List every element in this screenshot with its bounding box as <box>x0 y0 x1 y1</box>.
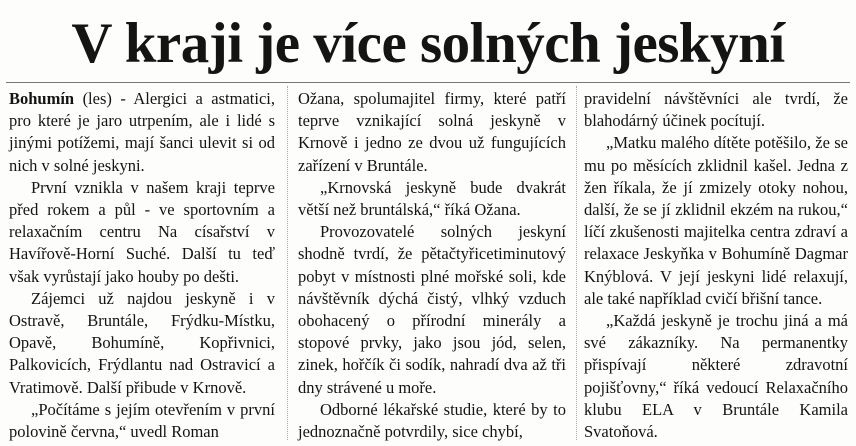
lead-text: (les) - Alergici a astmatici, pro které je jaro utrpením, ale i lidé s jinými potížemi, mají šanci ulevit si od nich v solné jeskyni. <box>9 89 275 175</box>
paragraph: „Krnovská jeskyně bude dvakrát větší než bruntálská,“ říká Ožana. <box>298 177 566 220</box>
article-column-2 <box>298 88 566 443</box>
paragraph: „Matku malého dítěte potěšilo, že se mu po měsících zklidnil kašel. Jedna z žen říkala, že jí zmizely otoky nohou, další, že se jí zklidnil ekzém na rukou,“ líčí zkušenosti majitelka centra zdraví a relaxace Jeskyňka v Bohumíně Dagmar Knýblová. V její jeskyni lidé relaxují, ale také například cvičí břišní tance. <box>584 133 848 308</box>
paragraph: Odborné lékařské studie, které by to jednoznačně potvrdily, sice chybí, <box>298 399 566 442</box>
headline: V kraji je více solných jeskyní <box>71 12 785 75</box>
paragraph: „Každá jeskyně je trochu jiná a má své zákazníky. Na permanentky přispívají některé zdravotní pojišťovny,“ říká vedoucí Relaxačního klubu ELA v Bruntále Kamila Svatoňová. <box>584 311 848 442</box>
column-separator <box>287 86 288 440</box>
paragraph: Provozovatelé solných jeskyní shodně tvrdí, že pětačtyřicetiminutový pobyt v místnosti plné mořské soli, kde návštěvník dýchá čistý, vlhký vzduch obohacený o přírodní minerály a stopové prvky, jako jsou jód, selen, zinek, hořčík či sodík, nahradí dva až tři dny strávené u moře. <box>298 222 566 397</box>
article-column-1 <box>9 88 275 443</box>
headline-rule <box>6 82 850 83</box>
article-column-3 <box>584 88 848 443</box>
column-separator <box>576 86 577 440</box>
paragraph: Ožana, spolumajitel firmy, které patří teprve vznikající solná jeskyně v Krnově i jedno ze dvou už fungujících zařízení v Bruntále. <box>298 89 566 175</box>
dateline: Bohumín <box>9 89 75 108</box>
paragraph: První vznikla v našem kraji teprve před rokem a půl - ve sportovním a relaxačním centru Na císařství v Havířově-Horní Suché. Další tu teď však vyrůstají jako houby po dešti. <box>9 177 275 286</box>
paragraph: Zájemci už najdou jeskyně i v Ostravě, Bruntále, Frýdku-Místku, Opavě, Bohumíně, Kopřivnici, Palkovicích, Frýdlantu nad Ostravicí a Vratimově. Další přibude v Krnově. <box>9 288 275 397</box>
paragraph: „Počítáme s jejím otevřením v první polovině června,“ uvedl Roman <box>9 399 275 442</box>
paragraph: pravidelní návštěvníci ale tvrdí, že blahodárný účinek pocítují. <box>584 89 848 131</box>
lead-paragraph <box>9 88 275 177</box>
